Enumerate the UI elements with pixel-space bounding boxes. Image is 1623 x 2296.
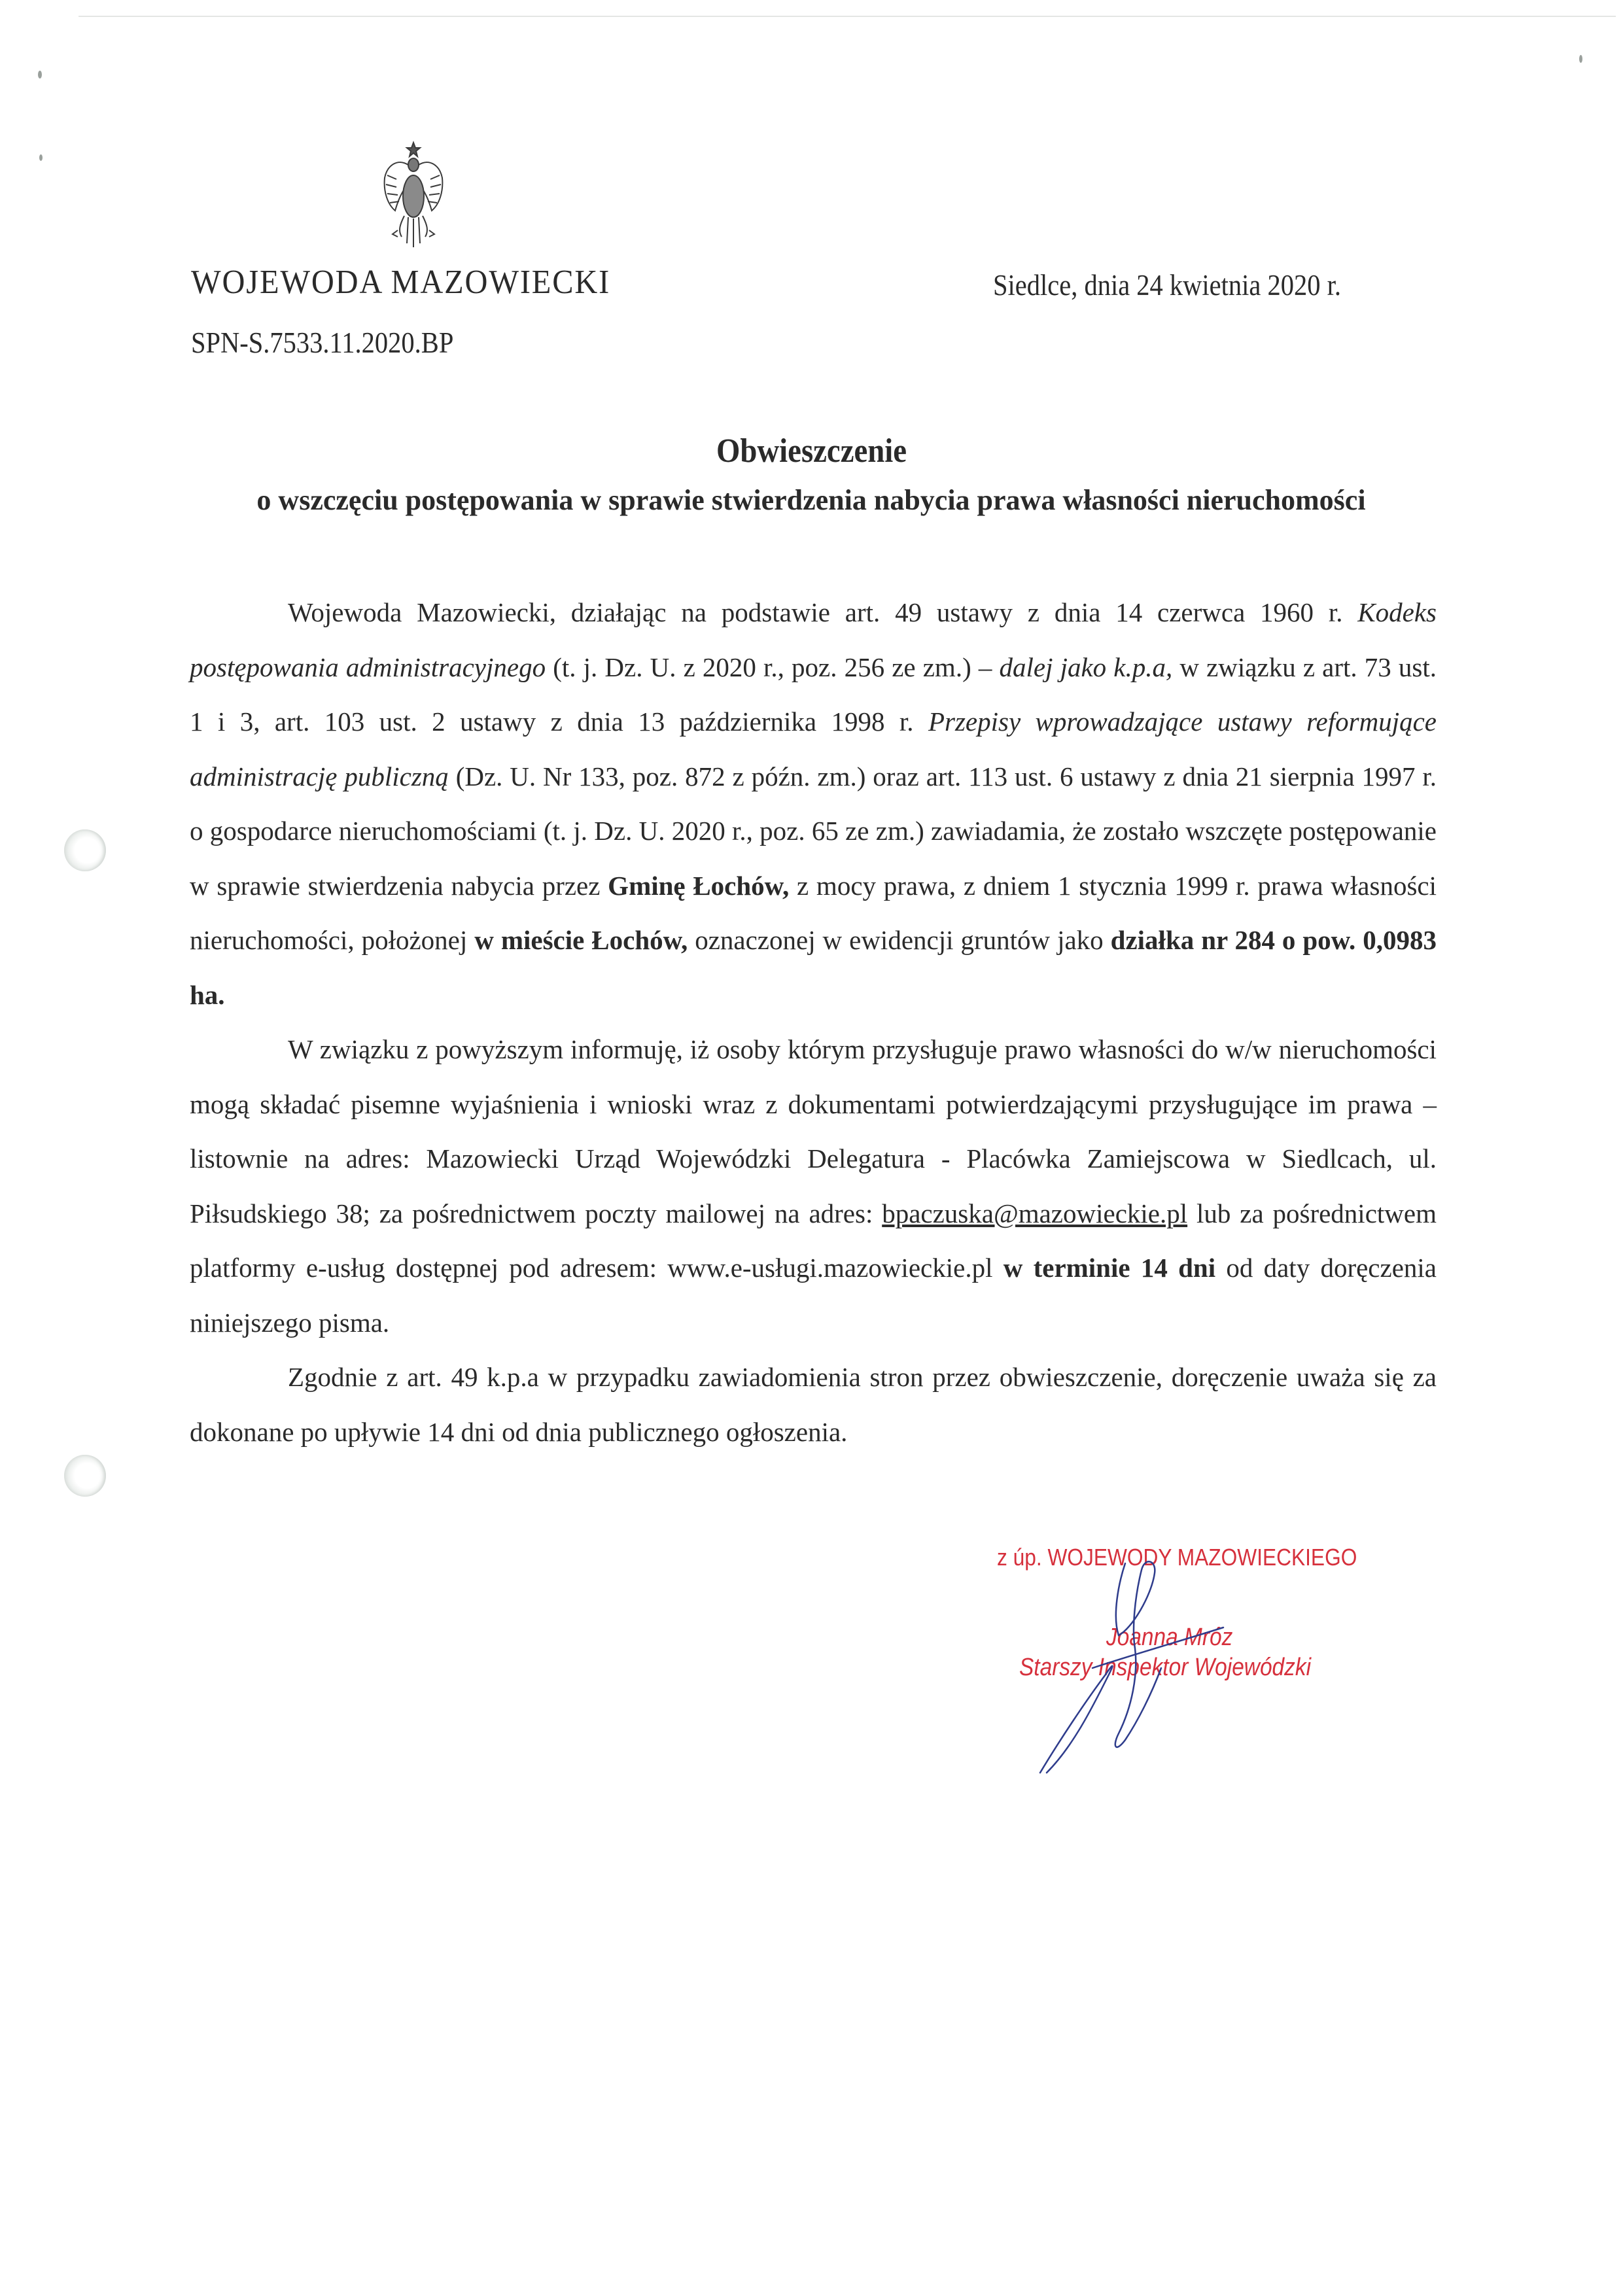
paragraph-delivery-rule: Zgodnie z art. 49 k.p.a w przypadku zawiadomienia stron przez obwieszczenie, doręczenie uważa się za dokonane po upływie 14 dni od dnia publicznego ogłoszenia. — [190, 1362, 1437, 1447]
paragraph-submission-info: W związku z powyższym informuję, iż osoby którym przysługuje prawo własności do w/w nieruchomości mogą składać pisemne wyjaśnienia i wnioski wraz z dokumentami potwierdzającymi przysługujące im prawa – listownie na adres: Mazowiecki Urząd Wojewódzki Delegatura - Placówka Zamiejscowa w Siedlcach, ul. Piłsudskiego 38; za pośrednictwem poczty mailowej na adres: bpaczuska@mazowieckie.pl lub za pośrednictwem platformy e-usług dostępnej pod adresem: www.e-usługi.mazowieckie.pl w terminie 14 dni od daty doręczenia niniejszego pisma. — [190, 1034, 1437, 1338]
punch-hole — [64, 1455, 106, 1497]
signatory-name: Joanna Mróz — [1106, 1624, 1233, 1651]
office-name: WOJEWODA MAZOWIECKI — [191, 264, 611, 301]
parcel-details: działka nr 284 o pow. 0,0983 ha. — [190, 925, 1437, 1010]
eagle-emblem-icon — [378, 139, 449, 250]
paragraph-legal-basis: Wojewoda Mazowiecki, działając na podstawie art. 49 ustawy z dnia 14 czerwca 1960 r. Kodeks postępowania administracyjnego (t. j. Dz. U. z 2020 r., poz. 256 ze zm.) – dalej jako k.p.a, w związku z art. 73 ust. 1 i 3, art. 103 ust. 2 ustawy z dnia 13 października 1998 r. Przepisy wprowadzające ustawy reformujące administrację publiczną (Dz. U. Nr 133, poz. 872 z późn. zm.) oraz art. 113 ust. 6 ustawy z dnia 21 sierpnia 1997 r. o gospodarce nieruchomościami (t. j. Dz. U. 2020 r., poz. 65 ze zm.) zawiadamia, że zostało wszczęte postępowanie w sprawie stwierdzenia nabycia przez Gminę Łochów, z mocy prawa, z dniem 1 stycznia 1999 r. prawa własności nieruchomości, położonej w mieście Łochów, oznaczonej w ewidencji gruntów jako działka nr 284 o pow. 0,0983 ha. — [190, 597, 1437, 1010]
municipality-name: Gminę Łochów, — [608, 870, 790, 901]
email-link[interactable]: bpaczuska@mazowieckie.pl — [882, 1198, 1188, 1228]
punch-hole — [64, 829, 106, 871]
notice-title: Obwieszczenie — [716, 432, 907, 470]
property-location: w mieście Łochów, — [474, 925, 688, 955]
scan-edge-line — [79, 16, 1616, 17]
place-date: Siedlce, dnia 24 kwietnia 2020 r. — [993, 269, 1342, 302]
scan-speck — [1579, 55, 1582, 63]
stamp-authorization: z úp. WOJEWODY MAZOWIECKIEGO — [997, 1544, 1357, 1571]
notice-subtitle: o wszczęciu postępowania w sprawie stwierdzenia nabycia prawa własności nieruchomości — [256, 484, 1366, 516]
scan-speck — [39, 154, 43, 161]
scan-speck — [38, 71, 42, 78]
reference-number: SPN-S.7533.11.2020.BP — [191, 326, 454, 359]
deadline: w terminie 14 dni — [1003, 1253, 1216, 1283]
handwritten-signature-icon — [1021, 1557, 1295, 1779]
notice-body — [190, 585, 1437, 1459]
signatory-position: Starszy Inspektor Wojewódzki — [1019, 1654, 1312, 1681]
